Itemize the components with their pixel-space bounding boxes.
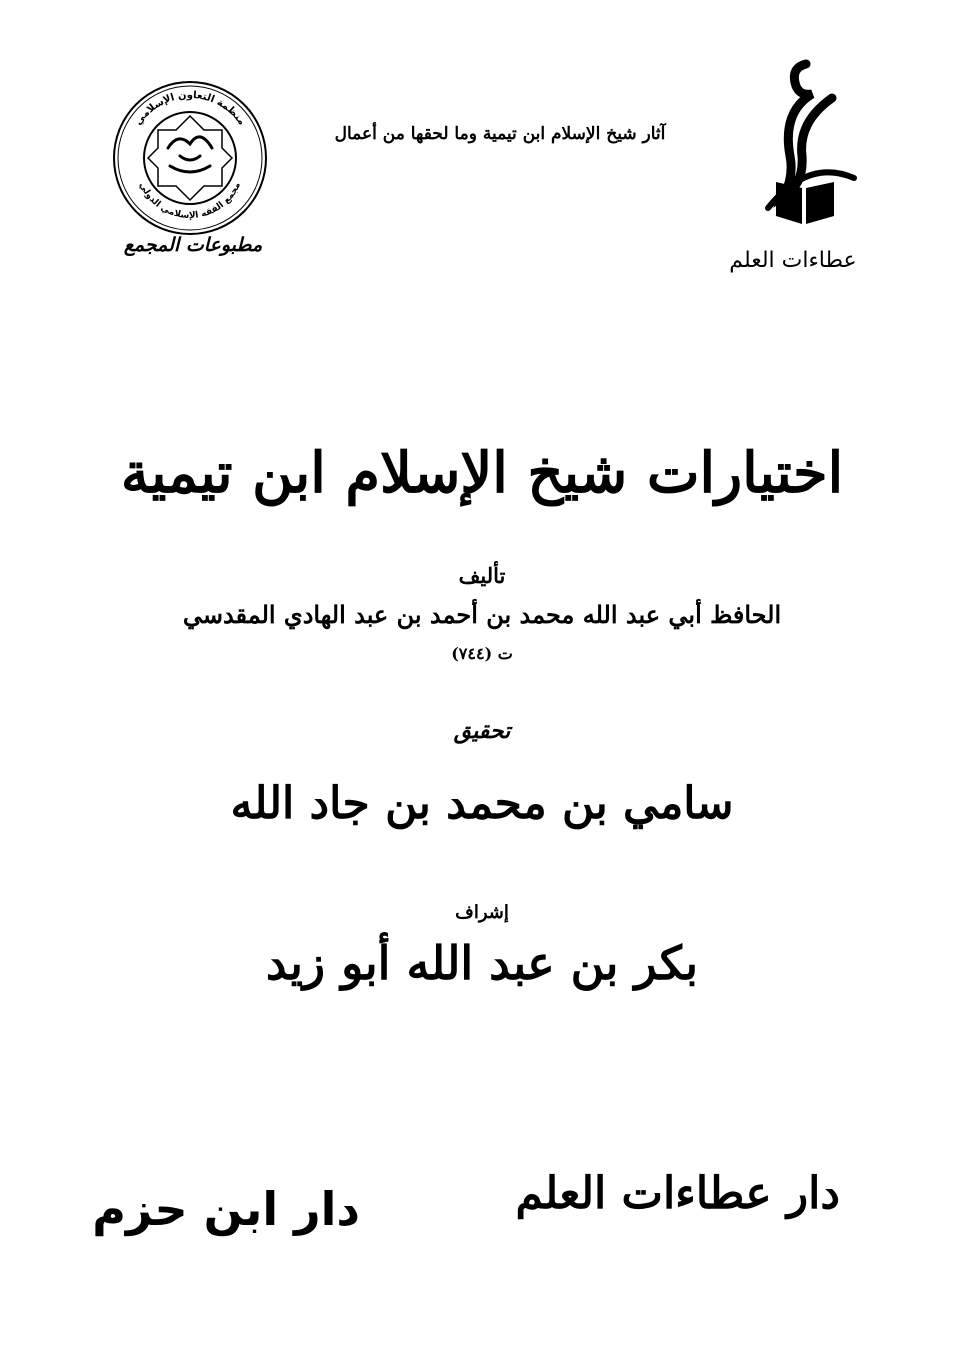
publisher-logo-text: عطاءات العلم [729, 248, 857, 273]
supervisor-name: بكر بن عبد الله أبو زيد [265, 936, 699, 990]
author-death-year: ت (٧٤٤) [451, 644, 513, 663]
editor-name: سامي بن محمد بن جاد الله [230, 778, 734, 829]
publisher-logo [728, 58, 858, 248]
book-icon [776, 182, 802, 224]
editing-label: تحقيق [453, 718, 511, 744]
publisher-ibn-hazm: دار ابن حزم [92, 1182, 360, 1236]
authorship-label: تأليف [458, 563, 506, 588]
academy-seal-logo [110, 78, 270, 238]
svg-text:منظمة التعاون الإسلامي [133, 90, 247, 127]
seal-ring-text-bottom: مجمع الفقه الإسلامي الدولي [136, 180, 243, 222]
series-line: آثار شيخ الإسلام ابن تيمية وما لحقها من أعمال [334, 124, 666, 144]
author-name: الحافظ أبي عبد الله محمد بن أحمد بن عبد الهادي المقدسي [182, 600, 782, 629]
publisher-ataat-alilm: دار عطاءات العلم [515, 1168, 840, 1219]
seal-caption: مطبوعات المجمع [123, 234, 263, 256]
supervision-label: إشراف [455, 902, 509, 923]
seal-ring-text-top: منظمة التعاون الإسلامي [132, 89, 248, 128]
book-title: اختيارات شيخ الإسلام ابن تيمية [120, 440, 844, 506]
